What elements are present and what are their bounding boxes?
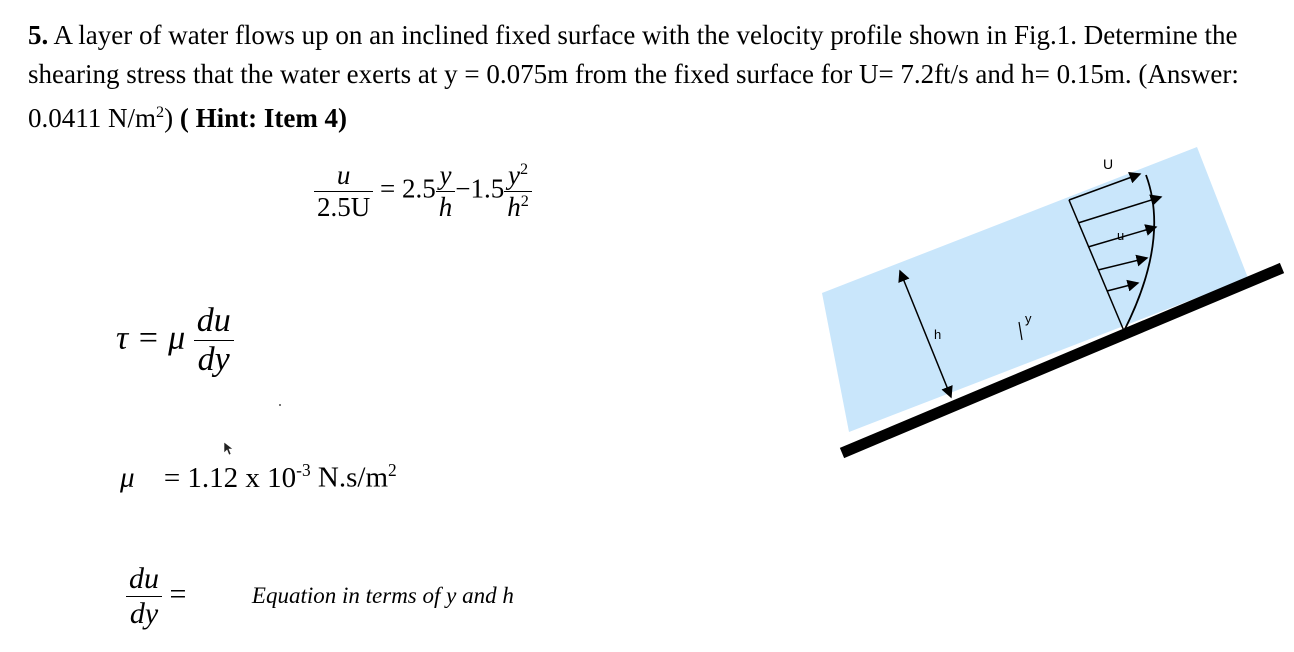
eq2-num: du <box>196 302 231 339</box>
h-label: h <box>934 327 942 342</box>
y-label: y <box>1025 311 1032 326</box>
flow-diagram <box>820 140 1294 470</box>
stray-dot <box>279 404 281 406</box>
eq2-lhs: τ = μ <box>116 319 186 357</box>
eq1-lhs-num: u <box>336 160 351 190</box>
answer-exponent: 2 <box>156 103 165 121</box>
eq3-rhs: = 1.12 x 10 <box>163 461 297 494</box>
eq1-t1-den: h <box>438 192 453 222</box>
eq2-fraction <box>194 302 234 379</box>
eq4-fraction <box>126 562 162 631</box>
velocity-profile-equation <box>314 160 532 223</box>
eq1-t2-num: y <box>507 160 520 190</box>
eq3-units: N.s/m <box>310 461 389 494</box>
answer-close: ) <box>164 103 180 133</box>
eq1-t2-den: h <box>507 192 521 222</box>
shear-stress-equation <box>116 302 234 379</box>
eq1-t1-num: y <box>439 160 452 190</box>
eq4-description: Equation in terms of y and h <box>251 583 514 609</box>
eq1-coef1: = 2.5 <box>380 173 436 204</box>
eq3-mu: μ <box>120 461 135 494</box>
mouse-cursor-icon <box>223 441 235 457</box>
eq1-t2-den-exp: 2 <box>520 192 529 210</box>
eq1-coef2: −1.5 <box>455 173 505 204</box>
U-label: U <box>1103 156 1114 172</box>
water-layer <box>822 147 1248 432</box>
eq4-equals: = <box>169 577 187 611</box>
hint-text: ( Hint: Item 4) <box>179 103 348 133</box>
eq1-term2-fraction <box>504 160 532 223</box>
eq3-exp: -3 <box>296 460 311 480</box>
eq2-den: dy <box>197 341 230 378</box>
problem-number: 5. <box>28 20 49 50</box>
eq1-t2-num-exp: 2 <box>519 160 529 178</box>
eq4-den: dy <box>129 597 159 630</box>
problem-statement <box>28 16 1278 138</box>
eq3-units-exp: 2 <box>388 460 397 480</box>
viscosity-equation <box>120 460 397 495</box>
eq4-num: du <box>129 562 159 595</box>
eq1-lhs-fraction <box>314 160 373 223</box>
u-label: u <box>1117 228 1125 243</box>
eq1-lhs-den: 2.5U <box>317 192 371 222</box>
velocity-gradient-equation <box>126 562 514 631</box>
eq1-term1-fraction <box>436 160 456 223</box>
problem-text: A layer of water flows up on an inclined fixed surface with the velocity profile shown in Fig.1. Determine the shearing stress that the water exerts at y = 0.075m from the fixed surface for U= 7.2ft/s and h= 0.15m. (Answer: 0.0411 N/m <box>28 20 1239 133</box>
